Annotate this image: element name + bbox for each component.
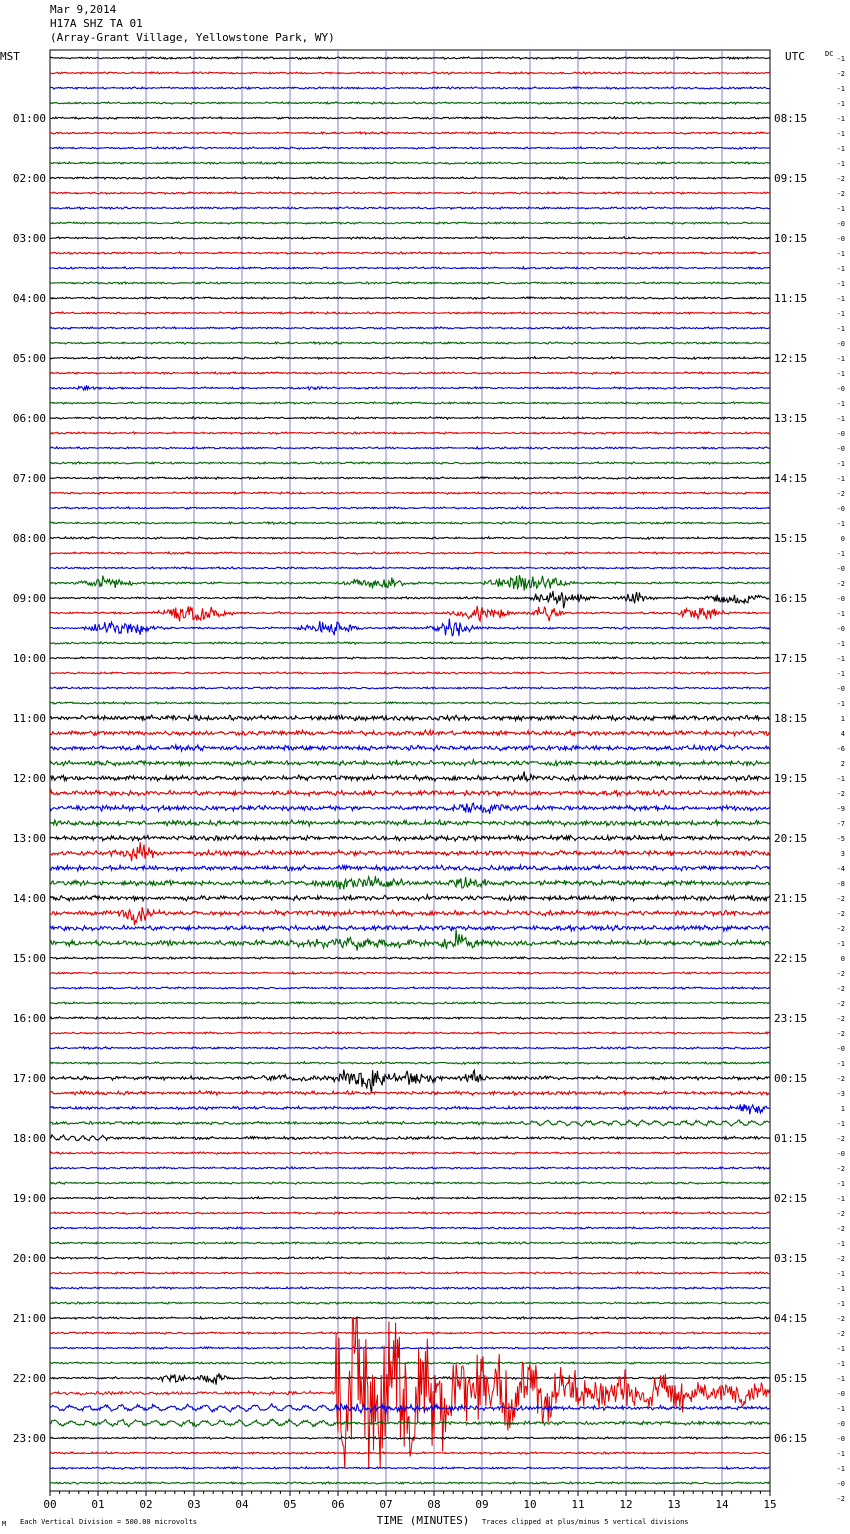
trace-line xyxy=(50,1318,770,1468)
trace-line xyxy=(50,1373,770,1384)
dc-offset-label: -2 xyxy=(836,490,845,498)
trace-line xyxy=(50,477,770,479)
dc-offset-label: -2 xyxy=(836,580,845,588)
trace-line xyxy=(50,575,770,590)
dc-offset-label: 4 xyxy=(840,730,845,738)
trace-line xyxy=(50,117,770,119)
dc-offset-label: -2 xyxy=(836,1000,845,1008)
x-axis-title: TIME (MINUTES) xyxy=(376,1514,470,1527)
dc-offset-label: -2 xyxy=(836,1315,845,1323)
trace-line xyxy=(50,417,770,420)
trace-line xyxy=(50,1032,770,1034)
dc-offset-label: -1 xyxy=(836,520,845,528)
trace-line xyxy=(50,237,770,240)
dc-offset-label: -2 xyxy=(836,970,845,978)
left-hour-label: 21:00 xyxy=(12,1312,46,1325)
left-hour-label: 18:00 xyxy=(12,1132,46,1145)
x-tick-label: 03 xyxy=(187,1498,201,1511)
trace-line xyxy=(50,957,770,960)
dc-offset-label: -1 xyxy=(836,250,845,258)
trace-line xyxy=(50,297,770,299)
trace-line xyxy=(50,1047,770,1049)
trace-line xyxy=(50,1017,770,1019)
trace-line xyxy=(50,1467,770,1470)
left-hour-label: 12:00 xyxy=(12,772,46,785)
dc-offset-label: -0 xyxy=(836,1435,845,1443)
dc-offset-label: -2 xyxy=(836,175,845,183)
right-hour-label: 04:15 xyxy=(774,1312,808,1325)
x-tick-label: 04 xyxy=(235,1498,249,1511)
trace-line xyxy=(50,865,770,871)
dc-offset-label: -1 xyxy=(836,115,845,123)
trace-line xyxy=(50,432,770,435)
clipping-note: Traces clipped at plus/minus 5 vertical divisions xyxy=(482,1518,689,1526)
trace-line xyxy=(50,771,770,781)
dc-offset-label: -1 xyxy=(836,700,845,708)
dc-offset-label: -2 xyxy=(836,910,845,918)
right-hour-label: 09:15 xyxy=(774,172,808,185)
trace-line xyxy=(50,972,770,974)
dc-offset-label: -2 xyxy=(836,1165,845,1173)
trace-line xyxy=(50,907,770,925)
trace-line xyxy=(50,1403,770,1413)
dc-offset-label: -1 xyxy=(836,145,845,153)
dc-offset-label: -1 xyxy=(836,1285,845,1293)
dc-offset-label: -0 xyxy=(836,1480,845,1488)
trace-line xyxy=(50,72,770,74)
dc-offset-label: -2 xyxy=(836,1495,845,1503)
dc-offset-label: -4 xyxy=(836,865,845,873)
right-hour-label: 00:15 xyxy=(774,1072,808,1085)
right-timezone-label: UTC xyxy=(785,50,805,63)
dc-offset-label: -5 xyxy=(836,835,845,843)
right-hour-label: 23:15 xyxy=(774,1012,808,1025)
trace-line xyxy=(50,820,770,826)
x-tick-label: 02 xyxy=(139,1498,153,1511)
trace-line xyxy=(50,803,770,814)
dc-offset-label: -1 xyxy=(836,400,845,408)
x-tick-label: 13 xyxy=(667,1498,681,1511)
dc-offset-label: -1 xyxy=(836,85,845,93)
dc-offset-label: -1 xyxy=(836,280,845,288)
dc-offset-label: -1 xyxy=(836,310,845,318)
right-hour-label: 01:15 xyxy=(774,1132,808,1145)
dc-offset-label: -1 xyxy=(836,1300,845,1308)
left-hour-label: 07:00 xyxy=(12,472,46,485)
trace-line xyxy=(50,192,770,194)
dc-offset-label: 3 xyxy=(840,850,845,858)
dc-offset-label: -0 xyxy=(836,445,845,453)
dc-offset-label: -0 xyxy=(836,235,845,243)
dc-offset-label: -2 xyxy=(836,1015,845,1023)
left-hour-label: 05:00 xyxy=(12,352,46,365)
left-hour-label: 13:00 xyxy=(12,832,46,845)
trace-line xyxy=(50,1227,770,1229)
trace-line xyxy=(50,606,770,622)
dc-offset-label: 0 xyxy=(840,535,845,543)
dc-offset-label: -2 xyxy=(836,1210,845,1218)
left-hour-label: 15:00 xyxy=(12,952,46,965)
trace-line xyxy=(50,929,770,950)
trace-line xyxy=(50,252,770,255)
left-hour-label: 17:00 xyxy=(12,1072,46,1085)
dc-offset-label: -1 xyxy=(836,475,845,483)
dc-offset-label: -0 xyxy=(836,1420,845,1428)
trace-line xyxy=(50,312,770,314)
trace-line xyxy=(50,1242,770,1245)
right-hour-label: 20:15 xyxy=(774,832,808,845)
x-tick-label: 10 xyxy=(523,1498,537,1511)
left-hour-label: 03:00 xyxy=(12,232,46,245)
right-hour-label: 14:15 xyxy=(774,472,808,485)
trace-line xyxy=(50,537,770,540)
left-hour-label: 11:00 xyxy=(12,712,46,725)
dc-label: DC xyxy=(825,50,834,58)
left-hour-label: 10:00 xyxy=(12,652,46,665)
trace-line xyxy=(50,1182,770,1184)
left-timezone-label: MST xyxy=(0,50,20,63)
dc-offset-label: 2 xyxy=(840,760,845,768)
dc-offset-label: -1 xyxy=(836,640,845,648)
dc-offset-label: -1 xyxy=(836,130,845,138)
trace-line xyxy=(50,507,770,509)
right-hour-label: 08:15 xyxy=(774,112,808,125)
trace-line xyxy=(50,1062,770,1065)
dc-offset-label: -1 xyxy=(836,655,845,663)
dc-offset-label: -0 xyxy=(836,685,845,693)
trace-line xyxy=(50,462,770,464)
dc-offset-label: -2 xyxy=(836,895,845,903)
right-hour-label: 02:15 xyxy=(774,1192,808,1205)
trace-line xyxy=(50,1287,770,1290)
trace-line xyxy=(50,567,770,569)
dc-offset-label: -2 xyxy=(836,925,845,933)
trace-line xyxy=(50,207,770,209)
dc-offset-label: -1 xyxy=(836,100,845,108)
trace-line xyxy=(50,835,770,841)
right-hour-label: 05:15 xyxy=(774,1372,808,1385)
dc-offset-label: -0 xyxy=(836,385,845,393)
x-tick-label: 08 xyxy=(427,1498,441,1511)
left-hour-label: 23:00 xyxy=(12,1432,46,1445)
dc-offset-label: -1 xyxy=(836,1450,845,1458)
dc-offset-label: -1 xyxy=(836,205,845,213)
trace-line xyxy=(50,1212,770,1214)
left-hour-label: 06:00 xyxy=(12,412,46,425)
trace-line xyxy=(50,619,770,637)
seismic-traces xyxy=(50,57,770,1484)
dc-offset-label: -2 xyxy=(836,1225,845,1233)
dc-offset-label: -0 xyxy=(836,1390,845,1398)
dc-offset-label: -1 xyxy=(836,1360,845,1368)
trace-line xyxy=(50,876,770,889)
trace-line xyxy=(50,1091,770,1096)
trace-line xyxy=(50,1332,770,1334)
left-hour-label: 22:00 xyxy=(12,1372,46,1385)
trace-line xyxy=(50,925,770,931)
dc-offset-label: -1 xyxy=(836,265,845,273)
dc-offset-label: -0 xyxy=(836,340,845,348)
trace-line xyxy=(50,687,770,689)
dc-offset-label: -1 xyxy=(836,1195,845,1203)
dc-offset-label: -1 xyxy=(836,1405,845,1413)
dc-offset-label: -0 xyxy=(836,1150,845,1158)
date-label: Mar 9,2014 xyxy=(50,3,117,16)
dc-offset-label: -0 xyxy=(836,565,845,573)
trace-line xyxy=(50,552,770,554)
dc-offset-label: -6 xyxy=(836,745,845,753)
dc-offset-label: 0 xyxy=(840,955,845,963)
right-hour-label: 15:15 xyxy=(774,532,808,545)
trace-line xyxy=(50,102,770,104)
trace-line xyxy=(50,222,770,224)
dc-offset-label: -1 xyxy=(836,160,845,168)
right-hour-label: 22:15 xyxy=(774,952,808,965)
corner-mark: M xyxy=(2,1520,7,1528)
plot-frame xyxy=(50,50,770,1491)
dc-offset-label: -1 xyxy=(836,670,845,678)
left-hour-label: 14:00 xyxy=(12,892,46,905)
trace-line xyxy=(50,715,770,721)
trace-line xyxy=(50,385,770,390)
trace-line xyxy=(50,342,770,344)
x-tick-label: 15 xyxy=(763,1498,777,1511)
trace-line xyxy=(50,132,770,134)
left-hour-label: 19:00 xyxy=(12,1192,46,1205)
trace-line xyxy=(50,642,770,645)
dc-offset-label: -2 xyxy=(836,1330,845,1338)
dc-offset-label: -2 xyxy=(836,985,845,993)
left-hour-label: 20:00 xyxy=(12,1252,46,1265)
dc-offset-label: -1 xyxy=(836,370,845,378)
dc-offset-label: -3 xyxy=(836,1090,845,1098)
trace-line xyxy=(50,447,770,449)
x-tick-label: 14 xyxy=(715,1498,729,1511)
trace-line xyxy=(50,57,770,60)
trace-line xyxy=(50,282,770,284)
trace-line xyxy=(50,1347,770,1349)
left-hour-label: 09:00 xyxy=(12,592,46,605)
right-hour-label: 12:15 xyxy=(774,352,808,365)
right-hour-label: 11:15 xyxy=(774,292,808,305)
right-hour-label: 06:15 xyxy=(774,1432,808,1445)
dc-offset-label: -2 xyxy=(836,1135,845,1143)
trace-line xyxy=(50,1317,770,1319)
dc-offset-label: -1 xyxy=(836,55,845,63)
left-hour-label: 08:00 xyxy=(12,532,46,545)
trace-line xyxy=(50,760,770,766)
dc-offset-label: -1 xyxy=(836,1180,845,1188)
trace-line xyxy=(50,1272,770,1274)
dc-offset-label: -1 xyxy=(836,295,845,303)
dc-offset-label: -0 xyxy=(836,430,845,438)
station-label: H17A SHZ TA 01 xyxy=(50,17,143,30)
dc-offset-label: -1 xyxy=(836,325,845,333)
trace-line xyxy=(50,522,770,524)
trace-line xyxy=(50,1104,770,1114)
dc-offset-label: -1 xyxy=(836,355,845,363)
trace-line xyxy=(50,987,770,989)
trace-line xyxy=(50,1152,770,1154)
trace-line xyxy=(50,1482,770,1484)
right-hour-label: 10:15 xyxy=(774,232,808,245)
left-hour-label: 16:00 xyxy=(12,1012,46,1025)
dc-offset-label: -1 xyxy=(836,940,845,948)
trace-line xyxy=(50,327,770,329)
trace-line xyxy=(50,87,770,89)
right-hour-label: 18:15 xyxy=(774,712,808,725)
trace-line xyxy=(50,672,770,674)
trace-line xyxy=(50,1197,770,1200)
chart-axes xyxy=(13,55,845,1511)
right-hour-label: 03:15 xyxy=(774,1252,808,1265)
trace-line xyxy=(50,1120,770,1126)
right-hour-label: 16:15 xyxy=(774,592,808,605)
trace-line xyxy=(50,745,770,751)
dc-offset-label: -2 xyxy=(836,1255,845,1263)
x-tick-label: 05 xyxy=(283,1498,297,1511)
trace-line xyxy=(50,790,770,796)
dc-offset-label: -2 xyxy=(836,1030,845,1038)
dc-offset-label: -0 xyxy=(836,1045,845,1053)
dc-offset-label: -8 xyxy=(836,880,845,888)
dc-offset-label: -1 xyxy=(836,460,845,468)
dc-offset-label: -2 xyxy=(836,70,845,78)
right-hour-label: 13:15 xyxy=(774,412,808,425)
dc-offset-label: -1 xyxy=(836,550,845,558)
x-tick-label: 11 xyxy=(571,1498,585,1511)
x-tick-label: 01 xyxy=(91,1498,105,1511)
trace-line xyxy=(50,1257,770,1259)
dc-offset-label: -1 xyxy=(836,775,845,783)
right-hour-label: 21:15 xyxy=(774,892,808,905)
trace-line xyxy=(50,492,770,494)
dc-offset-label: -7 xyxy=(836,820,845,828)
dc-offset-label: -0 xyxy=(836,625,845,633)
trace-line xyxy=(50,591,770,608)
x-tick-label: 09 xyxy=(475,1498,489,1511)
trace-line xyxy=(50,702,770,704)
trace-line xyxy=(50,147,770,150)
trace-line xyxy=(50,657,770,660)
dc-offset-label: 1 xyxy=(840,1105,845,1113)
trace-line xyxy=(50,162,770,164)
dc-offset-label: -2 xyxy=(836,190,845,198)
dc-offset-label: -1 xyxy=(836,610,845,618)
left-hour-label: 01:00 xyxy=(12,112,46,125)
trace-line xyxy=(50,402,770,404)
right-hour-label: 17:15 xyxy=(774,652,808,665)
trace-line xyxy=(50,895,770,901)
x-tick-label: 06 xyxy=(331,1498,345,1511)
trace-line xyxy=(50,842,770,861)
dc-offset-label: -0 xyxy=(836,595,845,603)
vertical-division-note: Each Vertical Division = 500.00 microvolts xyxy=(20,1518,198,1526)
trace-line xyxy=(50,1167,770,1169)
dc-offset-label: -1 xyxy=(836,1120,845,1128)
dc-offset-label: -1 xyxy=(836,1465,845,1473)
dc-offset-label: -1 xyxy=(836,1060,845,1068)
x-tick-label: 00 xyxy=(43,1498,57,1511)
trace-line xyxy=(50,1302,770,1305)
dc-offset-label: -1 xyxy=(836,1270,845,1278)
trace-line xyxy=(50,1002,770,1004)
x-tick-label: 07 xyxy=(379,1498,393,1511)
dc-offset-label: -2 xyxy=(836,1075,845,1083)
chart-grid xyxy=(50,50,770,1491)
trace-line xyxy=(50,1419,770,1427)
dc-offset-label: -9 xyxy=(836,805,845,813)
trace-line xyxy=(50,730,770,736)
x-tick-label: 12 xyxy=(619,1498,633,1511)
dc-offset-label: -1 xyxy=(836,1345,845,1353)
left-hour-label: 04:00 xyxy=(12,292,46,305)
dc-offset-label: -0 xyxy=(836,505,845,513)
dc-offset-label: -2 xyxy=(836,790,845,798)
trace-line xyxy=(50,267,770,269)
dc-offset-label: -1 xyxy=(836,1240,845,1248)
trace-line xyxy=(50,357,770,360)
location-label: (Array-Grant Village, Yellowstone Park, WY) xyxy=(50,31,335,44)
left-hour-label: 02:00 xyxy=(12,172,46,185)
dc-offset-label: 1 xyxy=(840,715,845,723)
trace-line xyxy=(50,177,770,179)
trace-line xyxy=(50,1070,770,1094)
dc-offset-label: -1 xyxy=(836,415,845,423)
right-hour-label: 19:15 xyxy=(774,772,808,785)
dc-offset-label: -1 xyxy=(836,1375,845,1383)
trace-line xyxy=(50,1135,770,1141)
trace-line xyxy=(50,1362,770,1364)
trace-line xyxy=(50,372,770,374)
dc-offset-label: -0 xyxy=(836,220,845,228)
